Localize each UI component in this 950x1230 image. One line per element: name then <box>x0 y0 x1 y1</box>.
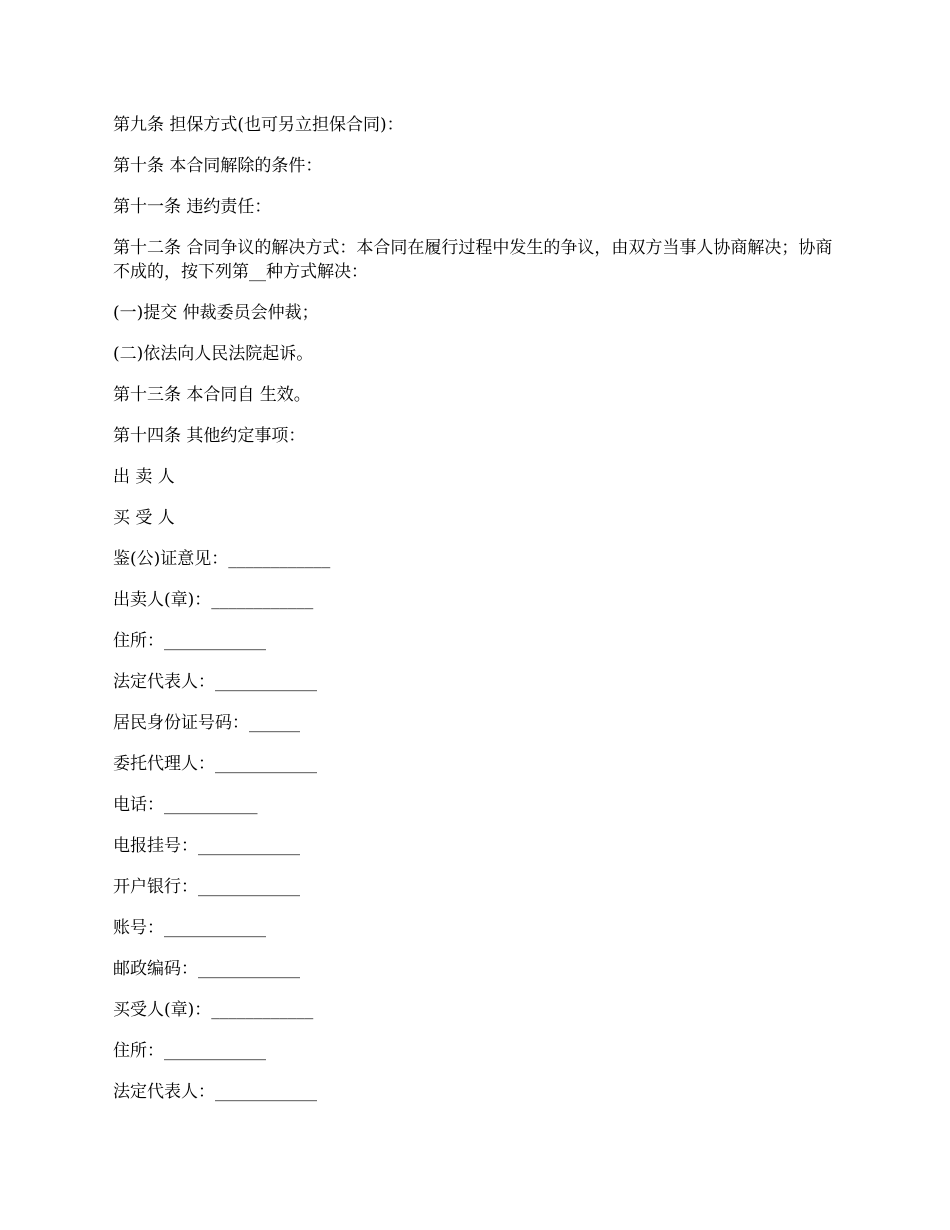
seller-account-field: 账号：____________ <box>113 918 266 938</box>
option-arbitration: (一)提交 仲裁委员会仲裁； <box>113 303 319 323</box>
article-11: 第十一条 违约责任： <box>113 197 272 217</box>
seller-heading: 出 卖 人 <box>113 467 175 487</box>
option-court: (二)依法向人民法院起诉。 <box>113 344 314 364</box>
seller-telegraph-field: 电报挂号：____________ <box>113 836 300 856</box>
seller-id-number-field: 居民身份证号码：______ <box>113 713 300 733</box>
buyer-legal-rep-field: 法定代表人：____________ <box>113 1082 317 1102</box>
seller-legal-rep-field: 法定代表人：____________ <box>113 672 317 692</box>
notary-opinion-field: 鉴(公)证意见：____________ <box>113 549 331 569</box>
article-9: 第九条 担保方式(也可另立担保合同)： <box>113 115 404 135</box>
seller-address-field: 住所：____________ <box>113 631 266 651</box>
seller-phone-field: 电话：___________ <box>113 795 258 815</box>
article-14: 第十四条 其他约定事项： <box>113 426 306 446</box>
document-body <box>113 113 833 1121</box>
buyer-heading: 买 受 人 <box>113 508 175 528</box>
buyer-address-field: 住所：____________ <box>113 1041 266 1061</box>
article-12: 第十二条 合同争议的解决方式：本合同在履行过程中发生的争议，由双方当事人协商解决；协商不成的，按下列第__种方式解决： <box>113 238 833 282</box>
article-10: 第十条 本合同解除的条件： <box>113 156 323 176</box>
seller-agent-field: 委托代理人：____________ <box>113 754 317 774</box>
seller-bank-field: 开户银行：____________ <box>113 877 300 897</box>
article-13: 第十三条 本合同自 生效。 <box>113 385 311 405</box>
buyer-seal-field: 买受人(章)：____________ <box>113 1000 314 1020</box>
seller-seal-field: 出卖人(章)：____________ <box>113 590 314 610</box>
seller-postcode-field: 邮政编码：____________ <box>113 959 300 979</box>
